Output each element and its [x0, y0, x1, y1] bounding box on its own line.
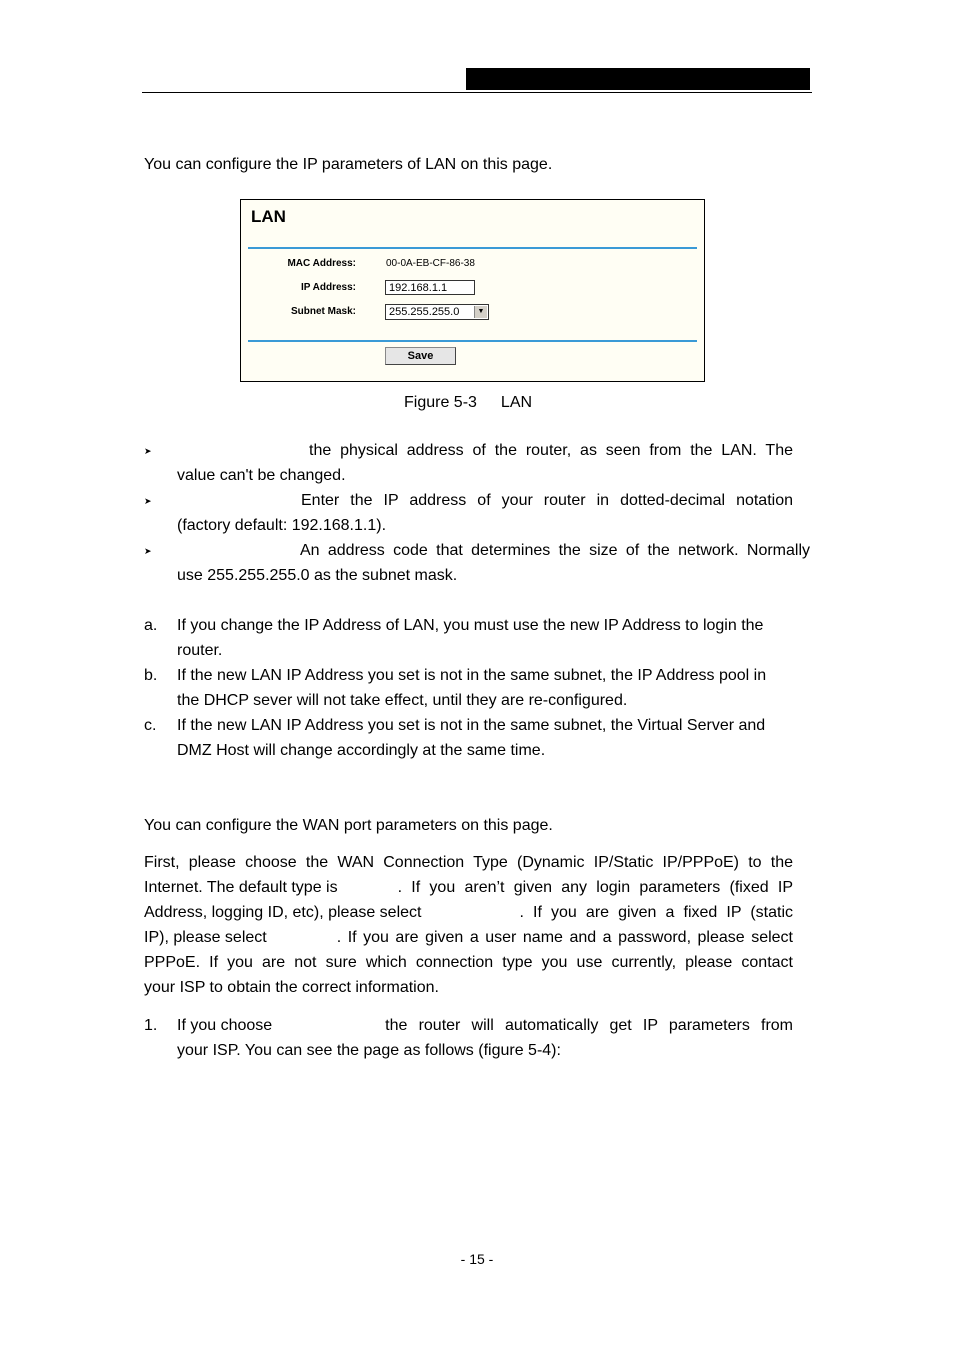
- arrow-bullet-icon: ➤: [144, 496, 152, 506]
- arrow-bullet-icon: ➤: [144, 446, 152, 456]
- subnet-mask-value: 255.255.255.0: [389, 306, 460, 318]
- mac-address-label: MAC Address:: [287, 258, 356, 269]
- figure-caption: [404, 392, 532, 414]
- title-divider: [248, 247, 697, 249]
- note-item: If you change the IP Address of LAN, you must use the new IP Address to login the router.: [177, 617, 764, 659]
- chevron-down-icon[interactable]: ▼: [474, 306, 487, 318]
- lan-intro: You can configure the IP parameters of LAN on this page.: [144, 156, 553, 173]
- note-marker: a.: [144, 617, 158, 634]
- note-marker: c.: [144, 717, 157, 734]
- bullet-subnet-mask: An address code that determines the size of the network. Normally use 255.255.255.0 as the subnet mask.: [177, 542, 810, 584]
- lan-panel-title: LAN: [251, 207, 286, 226]
- figure-number: Figure 5-3: [404, 394, 477, 411]
- header-rule: [142, 92, 812, 93]
- lan-settings-figure: [240, 199, 705, 382]
- bullet-mac-address: the physical address of the router, as seen from the LAN. The value can't be changed.: [177, 442, 793, 484]
- note-item: If the new LAN IP Address you set is not in the same subnet, the IP Address pool in the DHCP sever will not take effect, until they are re-configured.: [177, 667, 767, 709]
- mac-address-value: 00-0A-EB-CF-86-38: [386, 258, 475, 269]
- step-item: If you choose the router will automatically get IP parameters from your ISP. You can see the page as follows (figure 5-4):: [177, 1017, 793, 1059]
- page-number: - 15 -: [460, 1251, 494, 1267]
- ip-address-input[interactable]: [385, 280, 475, 295]
- save-button[interactable]: Save: [385, 347, 456, 365]
- subnet-mask-label: Subnet Mask:: [290, 306, 356, 317]
- wan-intro: You can configure the WAN port parameters on this page.: [144, 817, 553, 834]
- ip-address-label: IP Address:: [300, 282, 356, 293]
- note-item: If the new LAN IP Address you set is not in the same subnet, the Virtual Server and DMZ Host will change accordingly at the same time.: [177, 717, 766, 759]
- figure-title: LAN: [500, 394, 533, 411]
- step-marker: 1.: [144, 1017, 158, 1034]
- footer-divider: [248, 340, 697, 342]
- note-marker: b.: [144, 667, 158, 684]
- wan-paragraph: First, please choose the WAN Connection Type (Dynamic IP/Static IP/PPPoE) to the Internet. The default type is . If you aren’t given any login parameters (fixed IP Address, logging ID, etc), please select . If you are given a fixed IP (static IP), please select . If you are given a user name and a password, please select PPPoE. If you are not sure which connection type you use currently, please contact your ISP to obtain the correct information.: [144, 854, 793, 996]
- subnet-mask-select[interactable]: [385, 304, 489, 320]
- header-bar: [466, 68, 810, 90]
- bullet-ip-address: Enter the IP address of your router in dotted-decimal notation (factory default: 192.168.1.1).: [177, 492, 793, 534]
- arrow-bullet-icon: ➤: [144, 546, 152, 556]
